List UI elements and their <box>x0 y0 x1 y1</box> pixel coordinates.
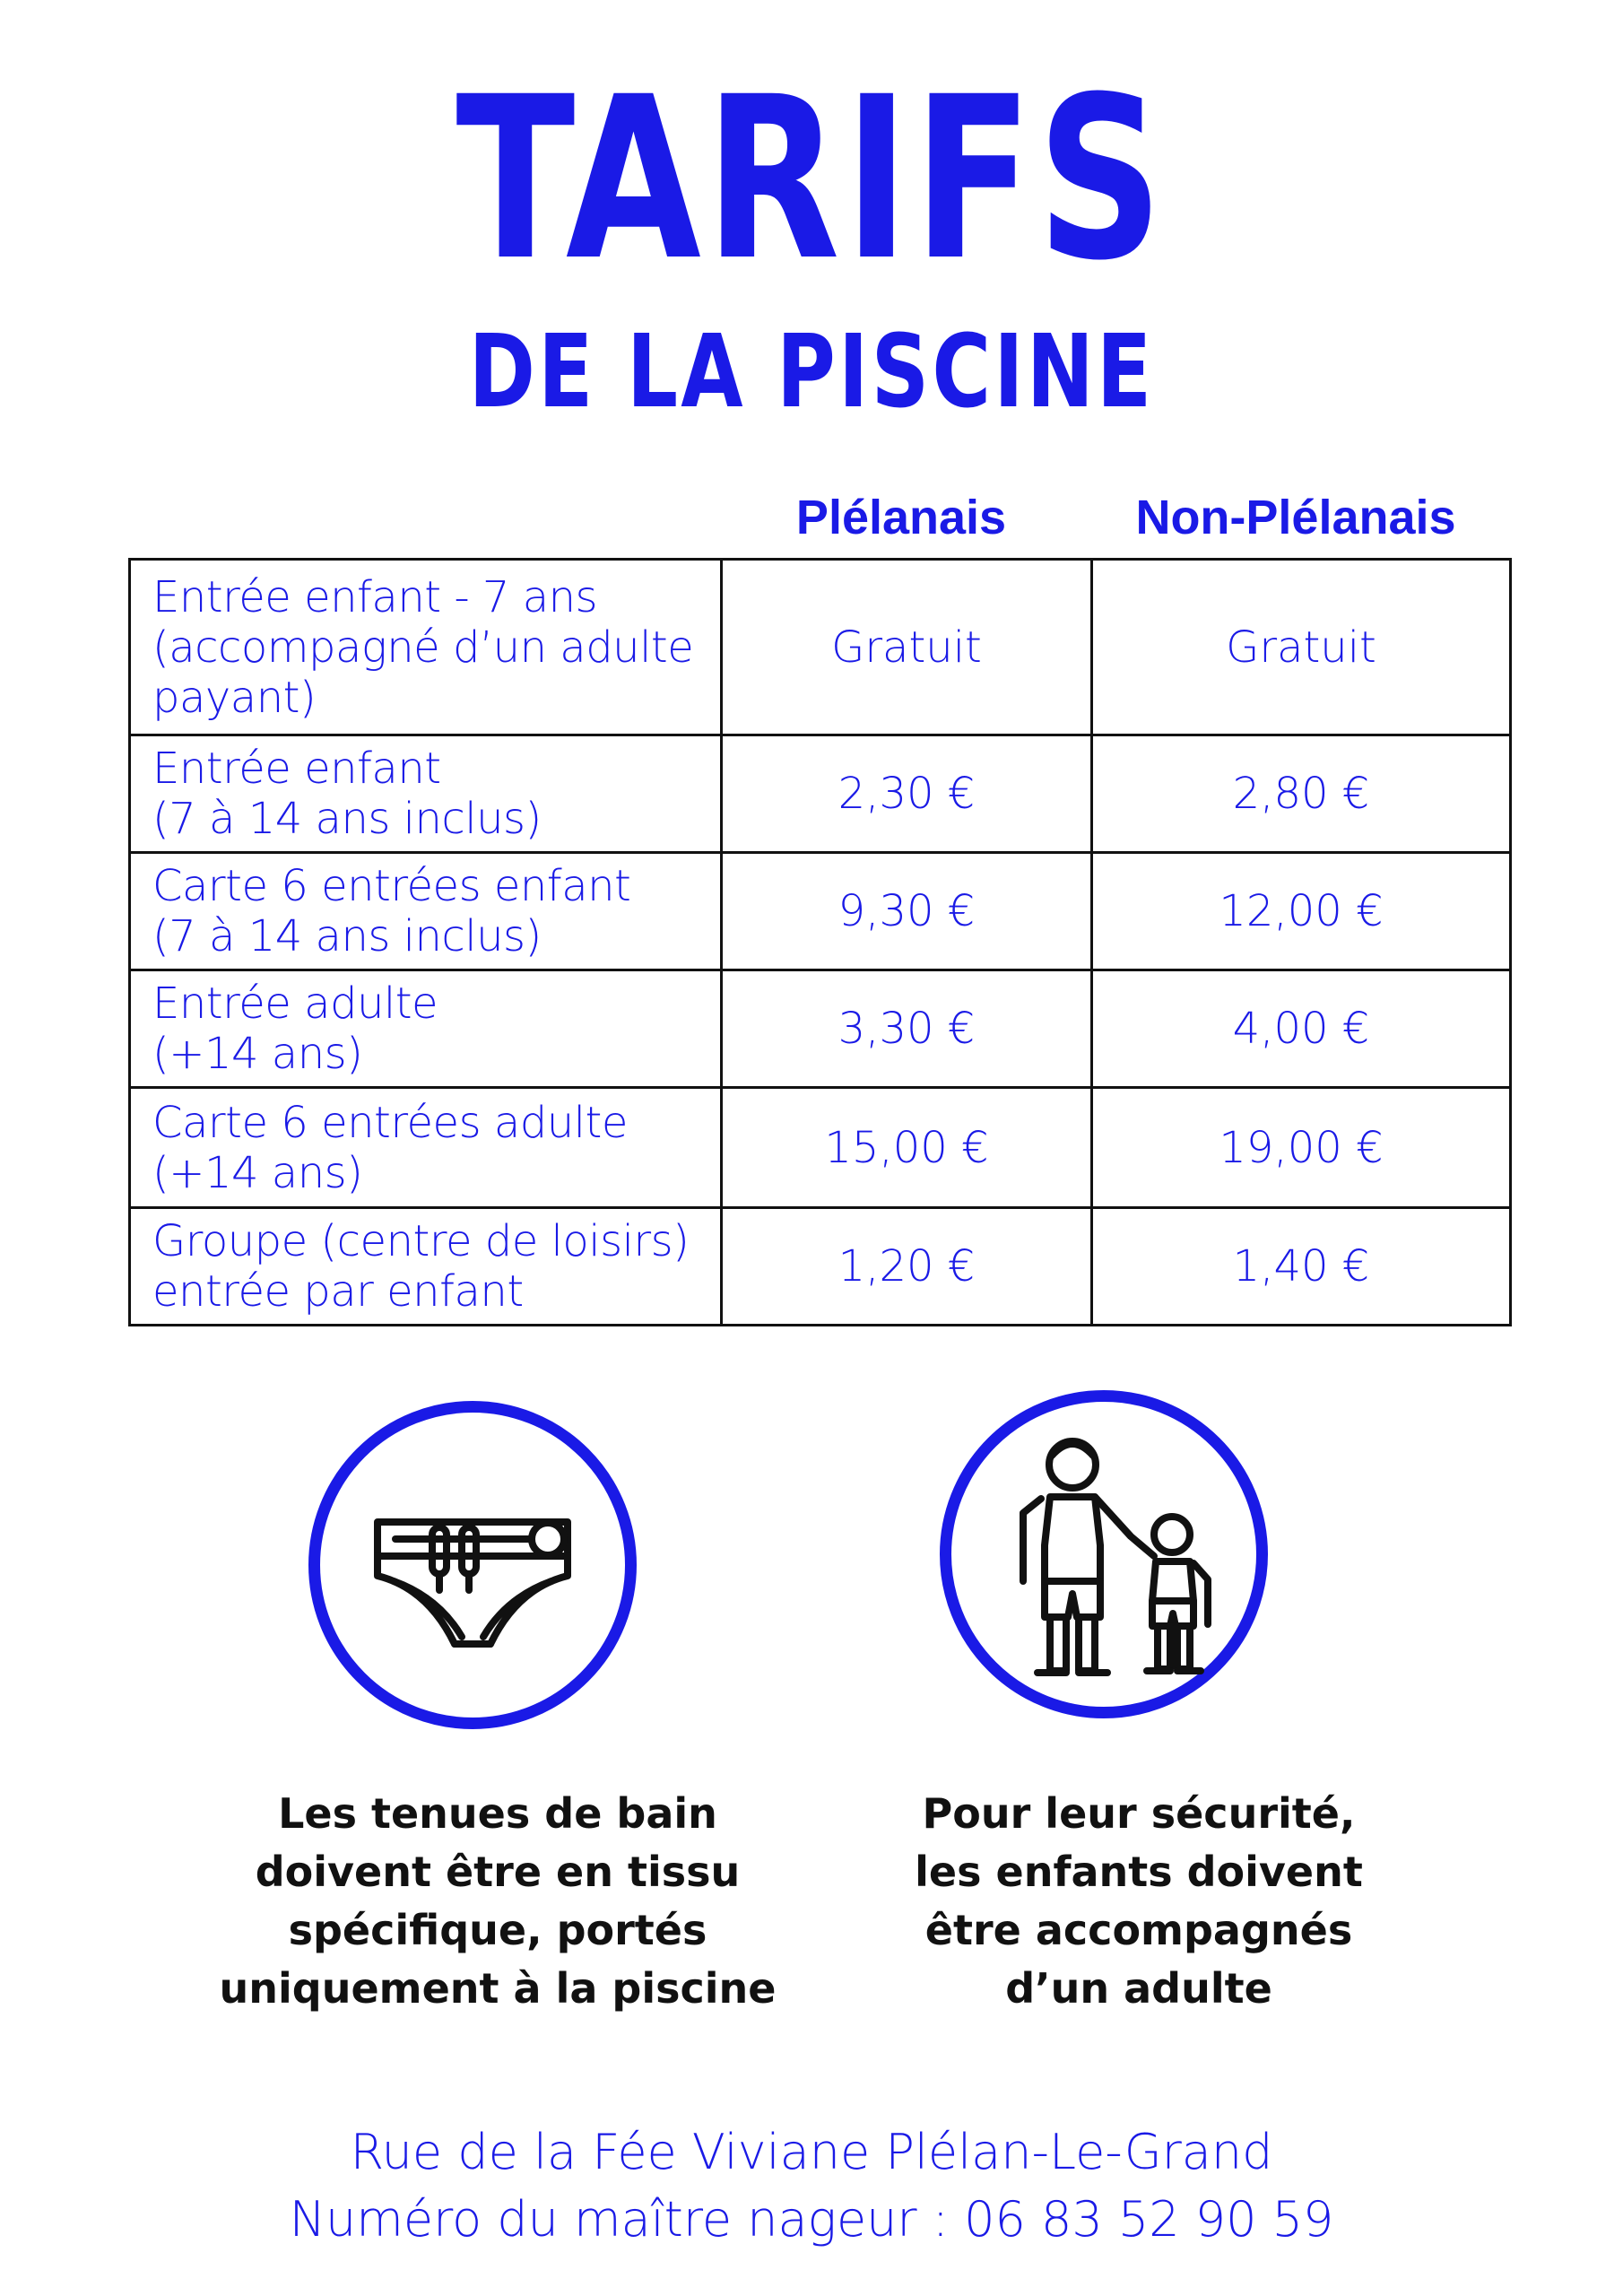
row-label-line: payant) <box>152 672 317 723</box>
notice-line: être accompagnés <box>924 1906 1353 1954</box>
swimwear-icon <box>308 1401 637 1729</box>
row-label <box>130 735 722 853</box>
row-label-line: (accompagné d’un adulte <box>152 622 694 673</box>
table-row <box>130 735 1511 853</box>
notice-line: doivent être en tissu <box>255 1848 741 1896</box>
notice-line: d’un adulte <box>1005 1964 1272 2013</box>
price-plelanais: Gratuit <box>722 560 1092 735</box>
footer-address: Rue de la Fée Viviane Plélan-Le-Grand <box>350 2124 1273 2180</box>
price-non-plelanais: 4,00 € <box>1092 970 1511 1088</box>
table-row <box>130 970 1511 1088</box>
price-non-plelanais: 12,00 € <box>1092 853 1511 970</box>
price-plelanais: 9,30 € <box>722 853 1092 970</box>
page-subtitle: DE LA PISCINE <box>468 314 1155 430</box>
table-row <box>130 1088 1511 1208</box>
footer-phone: Numéro du maître nageur : 06 83 52 90 59 <box>289 2191 1334 2248</box>
notice-line: Les tenues de bain <box>278 1789 717 1838</box>
table-row <box>130 1208 1511 1326</box>
row-label-line: (7 à 14 ans inclus) <box>152 911 542 961</box>
row-label <box>130 1088 722 1208</box>
children-notice <box>861 1785 1417 2018</box>
row-label <box>130 560 722 735</box>
row-label-line: Entrée adulte <box>152 978 438 1029</box>
row-label-line: Entrée enfant <box>152 744 441 794</box>
row-label-line: Carte 6 entrées enfant <box>152 861 631 911</box>
row-label <box>130 970 722 1088</box>
row-label-line: (+14 ans) <box>152 1029 363 1079</box>
table-row <box>130 560 1511 735</box>
row-label-line: Carte 6 entrées adulte <box>152 1097 628 1148</box>
price-non-plelanais: 1,40 € <box>1092 1208 1511 1326</box>
notice-line: Pour leur sécurité, <box>922 1789 1356 1838</box>
table-row <box>130 853 1511 970</box>
price-plelanais: 2,30 € <box>722 735 1092 853</box>
row-label-line: (7 à 14 ans inclus) <box>152 794 542 844</box>
tariff-table <box>128 558 1512 1326</box>
row-label-line: Groupe (centre de loisirs) <box>152 1216 690 1266</box>
parent-child-icon <box>940 1390 1268 1718</box>
row-label-line: entrée par enfant <box>152 1266 524 1317</box>
price-non-plelanais: 19,00 € <box>1092 1088 1511 1208</box>
price-plelanais: 15,00 € <box>722 1088 1092 1208</box>
column-header-plelanais: Plélanais <box>795 491 1007 544</box>
column-header-non-plelanais: Non-Plélanais <box>1135 491 1456 544</box>
price-plelanais: 3,30 € <box>722 970 1092 1088</box>
row-label-line: Entrée enfant - 7 ans <box>152 571 598 622</box>
row-label <box>130 1208 722 1326</box>
notice-line: les enfants doivent <box>915 1848 1363 1896</box>
page-title: TARIFS <box>456 48 1167 309</box>
row-label <box>130 853 722 970</box>
notice-line: spécifique, portés <box>288 1906 707 1954</box>
price-plelanais: 1,20 € <box>722 1208 1092 1326</box>
price-non-plelanais: 2,80 € <box>1092 735 1511 853</box>
notice-line: uniquement à la piscine <box>219 1964 777 2013</box>
price-non-plelanais: Gratuit <box>1092 560 1511 735</box>
row-label-line: (+14 ans) <box>152 1147 363 1198</box>
swimwear-notice <box>206 1785 789 2018</box>
